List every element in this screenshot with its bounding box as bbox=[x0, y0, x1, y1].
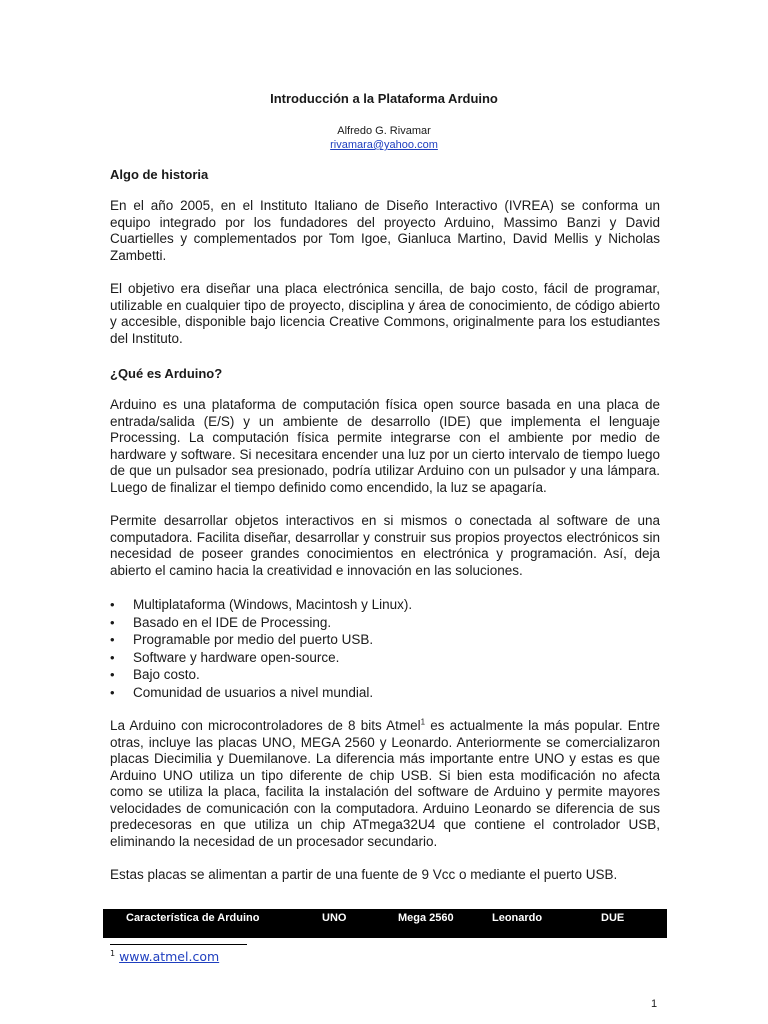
paragraph-text: es actualmente la más popular. Entre otras, incluye las placas UNO, MEGA 2560 y Leonardo. Anteriormente se comercializaron placas Diecimilia y Duemilanove. La diferencia más importante entre UNO y estas es que Arduino UNO utiliza un tipo diferente de chip USB. Si bien esta modificación no afecta como se utiliza la placa, facilita la instalación del software de Arduino y permite mayores velocidades de comunicación con la computadora. Arduino Leonardo se diferencia de sus predecesoras en que utiliza un chip ATmega32U4 que contiene el controlador USB, eliminando la necesidad de un procesador secundario. bbox=[110, 718, 660, 849]
footnote bbox=[110, 949, 219, 964]
footnote-reference[interactable]: 1 bbox=[420, 717, 426, 727]
page-number: 1 bbox=[651, 998, 658, 1010]
author-email-link[interactable]: rivamara@yahoo.com bbox=[330, 139, 438, 151]
table-header-cell: UNO bbox=[322, 912, 347, 924]
list-item: • Comunidad de usuarios a nivel mundial. bbox=[110, 684, 660, 702]
history-paragraph-2: El objetivo era diseñar una placa electrónica sencilla, de bajo costo, fácil de programar, utilizable en cualquier tipo de proyecto, disciplina y área de conocimiento, de código abierto y accesible, disponible bajo licencia Creative Commons, originalmente para los estudiantes del Instituto. bbox=[110, 281, 660, 346]
table-header-cell: Leonardo bbox=[492, 912, 543, 924]
document-title: Introducción a la Plataforma Arduino bbox=[270, 91, 498, 106]
table-header-cell: Mega 2560 bbox=[398, 912, 454, 924]
list-item: • Multiplataforma (Windows, Macintosh y Linux). bbox=[110, 596, 660, 614]
list-item: • Software y hardware open-source. bbox=[110, 649, 660, 667]
author-name: Alfredo G. Rivamar bbox=[337, 125, 431, 137]
list-item: • Basado en el IDE de Processing. bbox=[110, 614, 660, 632]
what-paragraph-1: Arduino es una plataforma de computación física open source basada en una placa de entrada/salida (E/S) y un ambiente de desarrollo (IDE) que implementa el lenguaje Processing. La computación física permite integrarse con el ambiente por medio de hardware y software. Si necesitara encender una luz por un cierto intervalo de tiempo luego de que un pulsador sea presionado, podría utilizar Arduino con un pulsador y una lámpara. Luego de finalizar el tiempo definido como encendido, la luz se apagaría. bbox=[110, 397, 660, 495]
table-header-cell: DUE bbox=[601, 912, 625, 924]
section-heading-what: ¿Qué es Arduino? bbox=[110, 366, 223, 381]
list-item: • Bajo costo. bbox=[110, 666, 660, 684]
footnote-separator bbox=[110, 944, 247, 945]
table-header-row bbox=[103, 909, 667, 938]
paragraph-text: La Arduino con microcontroladores de 8 bits Atmel bbox=[110, 718, 421, 733]
what-paragraph-2: Permite desarrollar objetos interactivos en si mismos o conectada al software de una computadora. Facilita diseñar, desarrollar y construir sus propios proyectos electrónicos sin necesidad de poseer grandes conocimientos en electrónica y programación. Así, deja abierto el camino hacia la creatividad e innovación en las soluciones. bbox=[110, 513, 660, 578]
table-header-cell: Característica de Arduino bbox=[126, 912, 260, 924]
list-item: • Programable por medio del puerto USB. bbox=[110, 631, 660, 649]
document-body bbox=[110, 165, 660, 884]
section-heading-history: Algo de historia bbox=[110, 167, 209, 182]
what-paragraph-4: Estas placas se alimentan a partir de una fuente de 9 Vcc o mediante el puerto USB. bbox=[110, 867, 618, 882]
author-block bbox=[0, 124, 768, 152]
history-paragraph-1: En el año 2005, en el Instituto Italiano de Diseño Interactivo (IVREA) se conforma un equipo integrado por los fundadores del proyecto Arduino, Massimo Banzi y David Cuartielles y complementados por Tom Igoe, Gianluca Martino, David Mellis y Nicholas Zambetti. bbox=[110, 198, 660, 263]
footnote-link[interactable]: www.atmel.com bbox=[119, 949, 220, 964]
what-paragraph-3 bbox=[110, 718, 660, 850]
features-list bbox=[110, 596, 660, 701]
footnote-marker: 1 bbox=[110, 948, 116, 958]
